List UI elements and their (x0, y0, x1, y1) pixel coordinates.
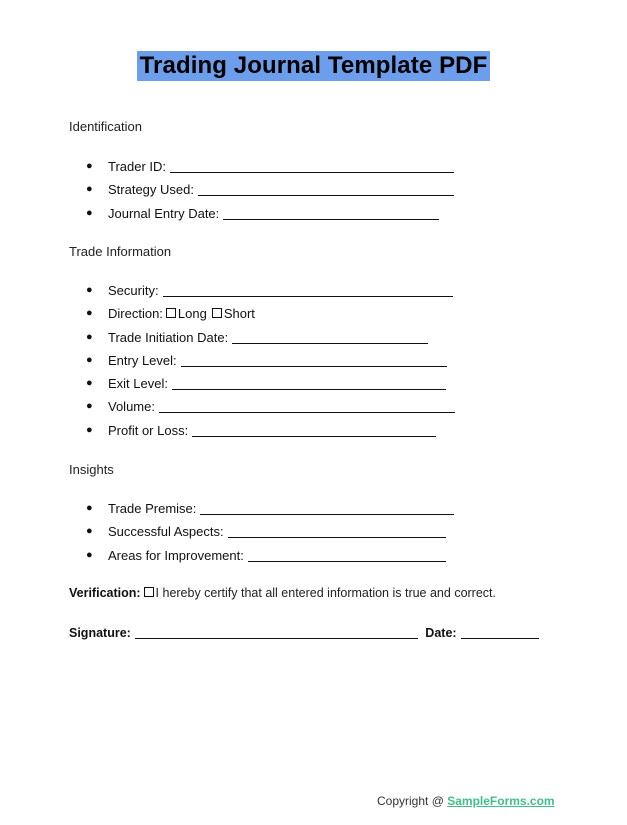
section-heading-identification: Identification (69, 119, 142, 134)
list-item-trade-initiation-date (86, 326, 455, 349)
date-field[interactable] (461, 625, 539, 639)
strategy-used-field[interactable] (198, 182, 454, 196)
bullet-icon: ● (86, 502, 93, 514)
list-item-entry-level (86, 349, 455, 372)
field-label: Entry Level: (108, 352, 177, 368)
insights-list (86, 497, 454, 567)
bullet-icon: ● (86, 206, 93, 219)
date-label: Date: (425, 626, 457, 640)
list-item-journal-entry-date (86, 202, 454, 225)
field-label: Volume: (108, 399, 155, 415)
verification-row (69, 586, 496, 600)
journal-entry-date-field[interactable] (223, 206, 439, 220)
field-label: Journal Entry Date: (108, 205, 220, 221)
long-checkbox[interactable] (166, 308, 176, 318)
signature-label: Signature: (69, 626, 131, 640)
trader-id-field[interactable] (170, 159, 454, 173)
signature-row (69, 625, 539, 640)
list-item-direction (86, 302, 455, 325)
areas-for-improvement-field[interactable] (248, 548, 446, 562)
list-item-strategy-used (86, 178, 454, 201)
trade-information-list (86, 279, 455, 442)
short-checkbox[interactable] (212, 308, 222, 318)
list-item-profit-or-loss (86, 419, 455, 442)
list-item-trader-id (86, 155, 454, 178)
section-heading-insights: Insights (69, 462, 114, 477)
field-label: Security: (108, 283, 159, 298)
signature-field[interactable] (135, 625, 418, 639)
successful-aspects-field[interactable] (228, 524, 446, 538)
copyright-text: Copyright @ (377, 794, 444, 808)
brand-link[interactable]: SampleForms.com (447, 794, 555, 808)
field-label: Trade Initiation Date: (108, 329, 229, 345)
field-label: Trader ID: (108, 159, 167, 174)
bullet-icon: ● (86, 377, 93, 390)
bullet-icon: ● (86, 284, 93, 296)
field-label: Trade Premise: (108, 501, 197, 516)
field-label: Profit or Loss: (108, 422, 189, 438)
verification-statement: I hereby certify that all entered information is true and correct. (155, 586, 496, 600)
bullet-icon: ● (86, 160, 93, 172)
section-heading-trade-information: Trade Information (69, 244, 172, 259)
bullet-icon: ● (86, 330, 93, 343)
field-label: Areas for Improvement: (108, 547, 244, 563)
list-item-areas-for-improvement (86, 544, 454, 567)
bullet-icon: ● (86, 183, 93, 196)
field-label: Exit Level: (108, 376, 168, 392)
bullet-icon: ● (86, 307, 93, 320)
volume-field[interactable] (159, 399, 455, 413)
verification-label: Verification: (69, 586, 141, 600)
field-label: Successful Aspects: (108, 524, 224, 540)
trade-premise-field[interactable] (200, 501, 454, 515)
exit-level-field[interactable] (172, 376, 446, 390)
bullet-icon: ● (86, 548, 93, 561)
long-option-label: Long (177, 306, 207, 322)
short-option-label: Short (223, 306, 255, 322)
entry-level-field[interactable] (181, 353, 447, 367)
list-item-exit-level (86, 372, 455, 395)
bullet-icon: ● (86, 353, 93, 366)
title-wrapper (0, 51, 627, 81)
list-item-security (86, 279, 455, 302)
verification-checkbox[interactable] (144, 587, 154, 597)
bullet-icon: ● (86, 400, 93, 413)
identification-list (86, 155, 454, 225)
page-title: Trading Journal Template PDF (137, 51, 491, 81)
field-label: Direction: (108, 306, 163, 322)
trade-initiation-date-field[interactable] (232, 330, 428, 344)
security-field[interactable] (163, 283, 453, 297)
profit-or-loss-field[interactable] (192, 423, 436, 437)
footer-copyright (377, 794, 555, 808)
list-item-successful-aspects (86, 520, 454, 543)
bullet-icon: ● (86, 525, 93, 538)
field-label: Strategy Used: (108, 182, 194, 198)
list-item-volume (86, 395, 455, 418)
list-item-trade-premise (86, 497, 454, 520)
bullet-icon: ● (86, 423, 93, 436)
